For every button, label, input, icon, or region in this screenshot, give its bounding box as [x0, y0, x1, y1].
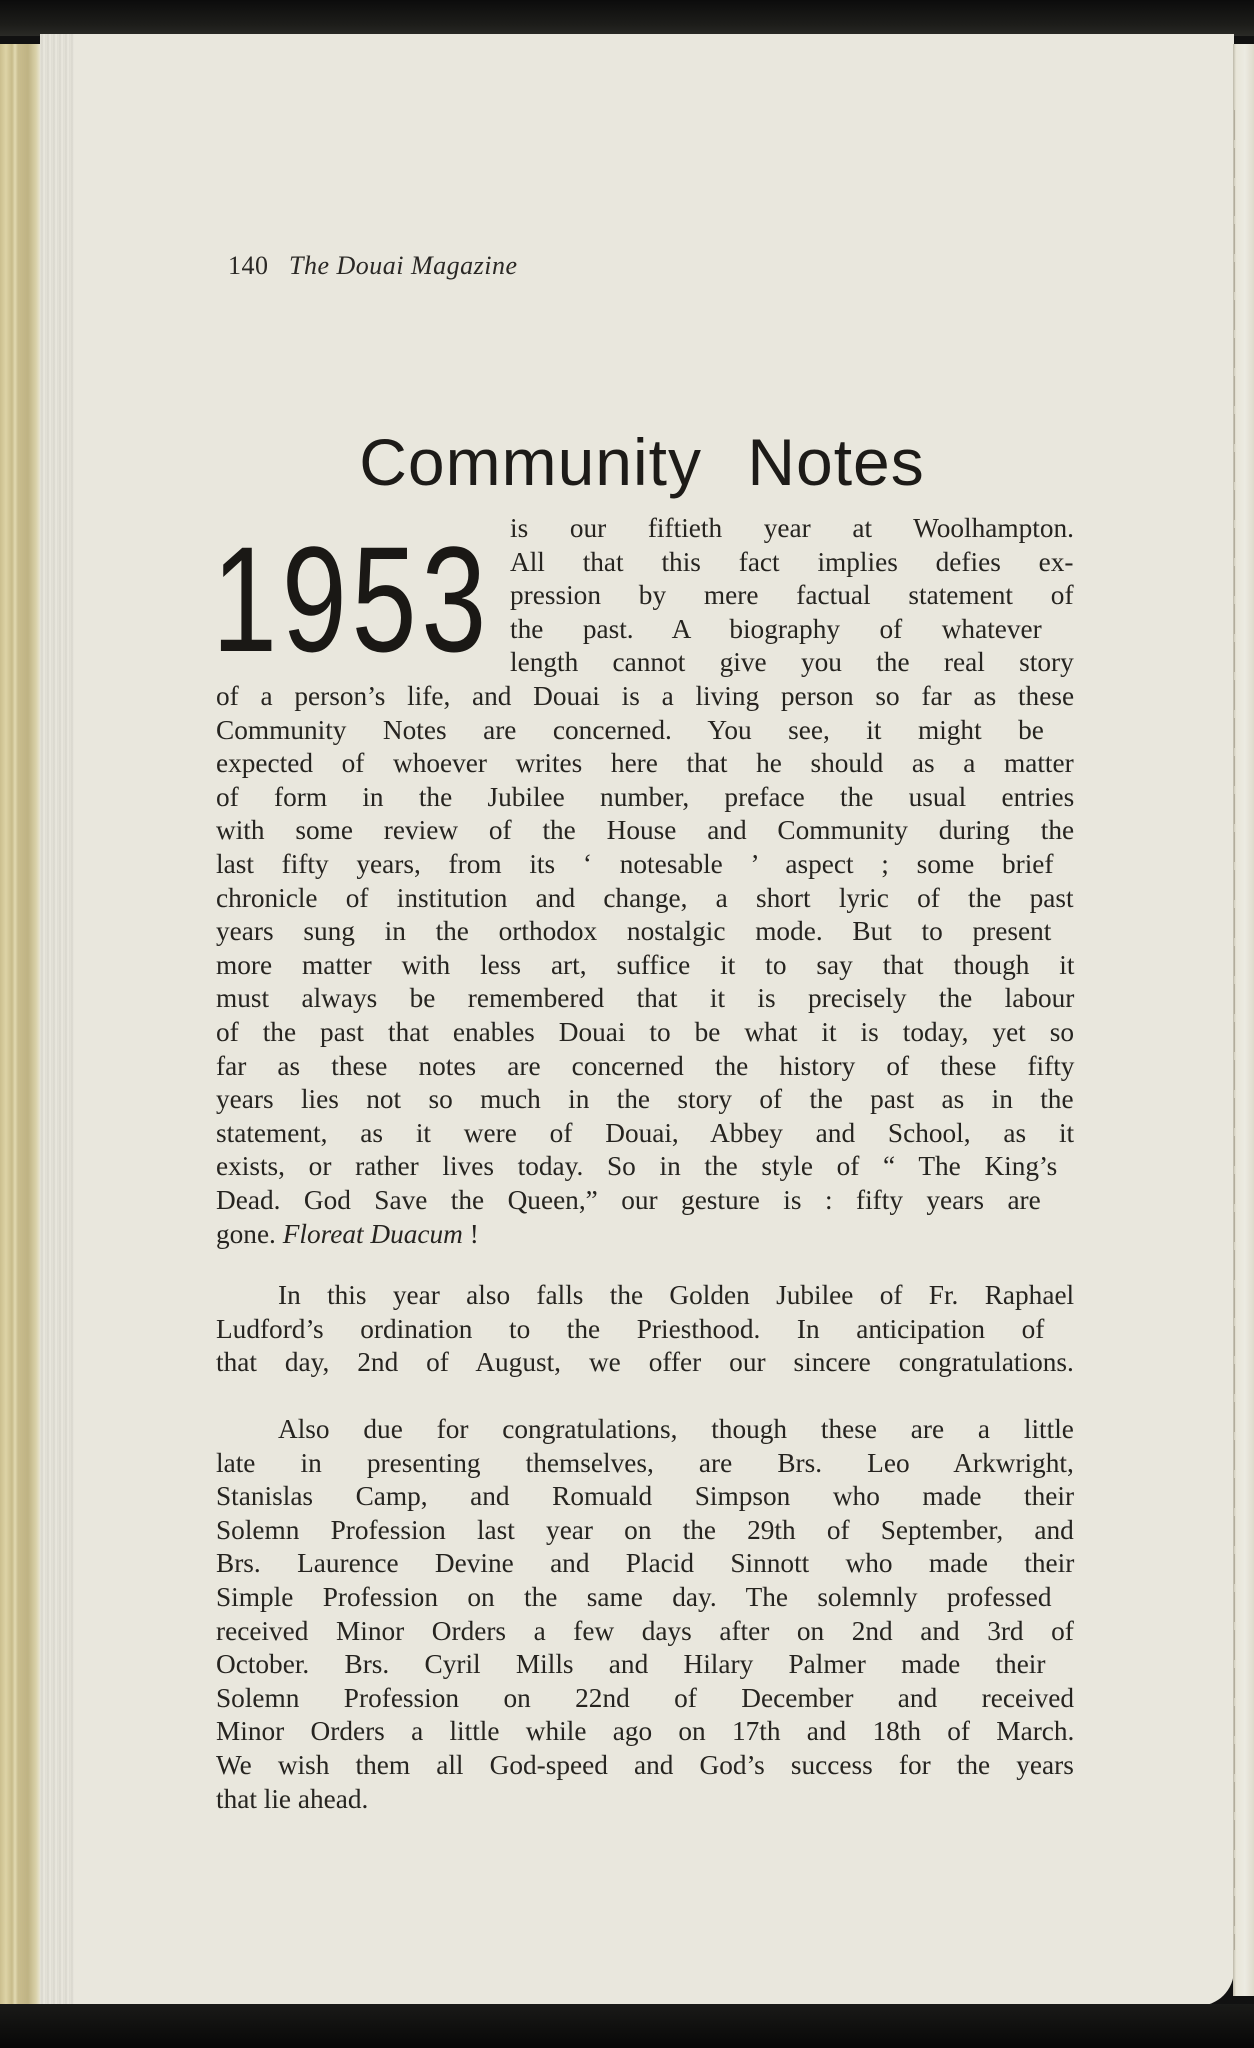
text-line: We wish them all God-speed and God’s success for the years [216, 1749, 1074, 1780]
gutter-shadow-line [1234, 110, 1235, 1950]
text-line: far as these notes are concerned the history of these fifty [216, 1050, 1075, 1081]
text-line: last fifty years, from its ‘ notesable ’ aspect ; some brief [216, 848, 1054, 879]
page-number: 140 [228, 251, 269, 280]
text-line: Brs. Laurence Devine and Placid Sinnott who made their [216, 1548, 1075, 1579]
text-line-final [216, 1218, 1074, 1252]
text-line: must always be remembered that it is precisely the labour [216, 983, 1075, 1014]
paragraph-3 [216, 1413, 1074, 1816]
article-title: Community Notes [359, 425, 925, 500]
text-line: Also due for congratulations, though these are a little [278, 1414, 1074, 1444]
text-line: Solemn Profession on 22nd of December and received [216, 1682, 1075, 1713]
text-line: is our fiftieth year at Woolhampton. [510, 513, 1074, 543]
text-line: more matter with less art, suffice it to say that though it [216, 949, 1075, 980]
text-fragment: ! [462, 1218, 479, 1249]
text-line: of the past that enables Douai to be what it is today, yet so [216, 1016, 1075, 1047]
text-line: that day, 2nd of August, we offer our sincere congratulations. [216, 1347, 1074, 1378]
text-line: that lie ahead. [216, 1783, 369, 1814]
text-line: years lies not so much in the story of the past as in the [216, 1084, 1074, 1115]
text-line: In this year also falls the Golden Jubilee of Fr. Raphael [278, 1280, 1075, 1310]
text-line: Minor Orders a little while ago on 17th and 18th of March. [216, 1716, 1075, 1747]
page-edges-stack [40, 34, 76, 2006]
text-line: pression by mere factual statement of [510, 580, 1074, 611]
paragraph-1 [216, 680, 1074, 1251]
text-line: Solemn Profession last year on the 29th of September, and [216, 1514, 1074, 1545]
text-line: of form in the Jubilee number, preface the usual entries [216, 781, 1075, 812]
text-fragment: gone. [216, 1218, 283, 1249]
text-line: Stanislas Camp, and Romuald Simpson who made their [216, 1481, 1075, 1512]
text-line: Community Notes are concerned. You see, it might be [216, 714, 1044, 745]
text-line: statement, as it were of Douai, Abbey and School, as it [216, 1117, 1075, 1148]
text-line: with some review of the House and Community during the [216, 815, 1075, 846]
text-line: Simple Profession on the same day. The solemnly professed [216, 1581, 1052, 1612]
drop-cap-year: 1953 [212, 515, 492, 683]
text-line: late in presenting themselves, are Brs. Leo Arkwright, [216, 1447, 1074, 1478]
text-line: the past. A biography of whatever [510, 613, 1042, 644]
text-line: All that this fact implies defies ex- [510, 546, 1074, 577]
paragraph-1-opening [510, 512, 1074, 680]
text-line: received Minor Orders a few days after on 2nd and 3rd of [216, 1615, 1074, 1646]
text-line: Ludford’s ordination to the Priesthood. In anticipation of [216, 1313, 1045, 1344]
latin-motto: Floreat Duacum [282, 1218, 463, 1249]
publication-title: The Douai Magazine [289, 251, 518, 280]
text-line: chronicle of institution and change, a short lyric of the past [216, 882, 1074, 913]
running-head [228, 251, 518, 281]
text-line: years sung in the orthodox nostalgic mode. But to present [216, 916, 1052, 947]
page-edges-left [0, 44, 42, 2006]
text-line: of a person’s life, and Douai is a living person so far as these [216, 681, 1075, 711]
text-line: exists, or rather lives today. So in the style of “ The King’s [216, 1151, 1058, 1182]
book-cover-bottom-edge [0, 2004, 1254, 2048]
text-line: length cannot give you the real story [510, 647, 1074, 678]
text-line: expected of whoever writes here that he should as a matter [216, 748, 1074, 779]
text-line: October. Brs. Cyril Mills and Hilary Palmer made their [216, 1649, 1046, 1680]
book-cover-top-edge [0, 0, 1254, 36]
paragraph-2 [216, 1279, 1074, 1380]
text-line: Dead. God Save the Queen,” our gesture is : fifty years are [216, 1184, 1041, 1215]
book-gutter [1233, 44, 1254, 1996]
